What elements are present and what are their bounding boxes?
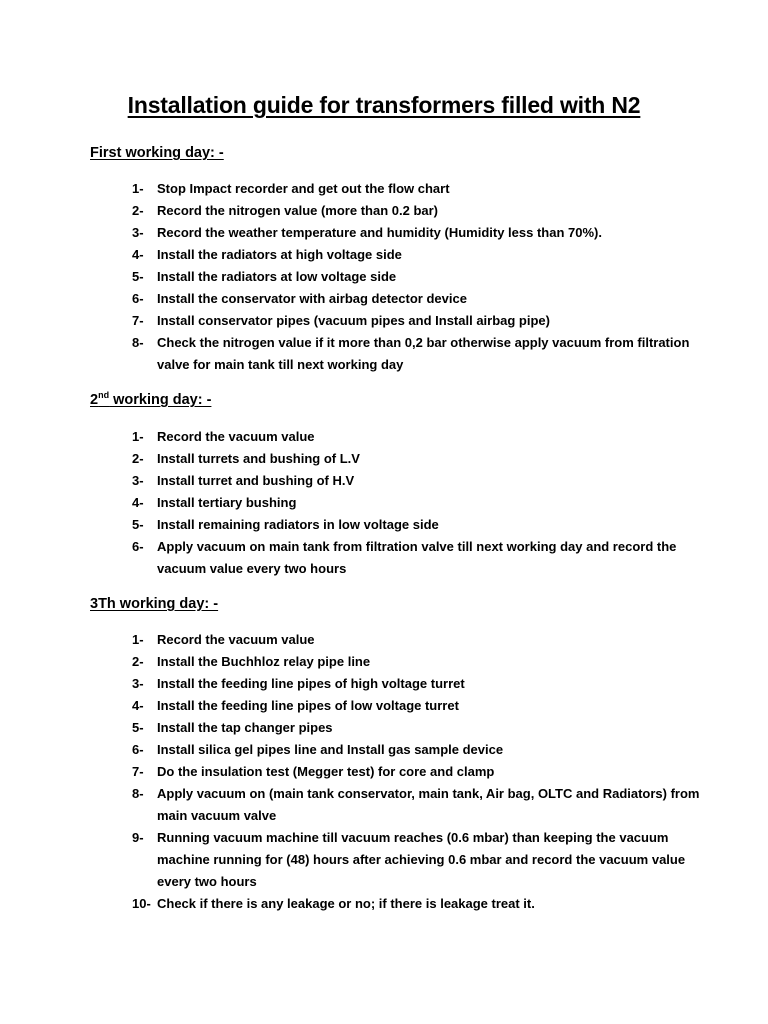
list-item — [132, 470, 722, 492]
list-text: Install silica gel pipes line and Install gas sample device — [157, 742, 504, 757]
list-text: Install the radiators at low voltage side — [157, 269, 397, 284]
list-text: Record the weather temperature and humidity (Humidity less than 70%). — [157, 225, 602, 240]
section-heading-superscript: nd — [98, 390, 110, 400]
list-item — [132, 827, 722, 893]
list-number: 10- — [132, 896, 151, 911]
list-text: Apply vacuum on (main tank conservator, main tank, Air bag, OLTC and Radiators) from main vacuum valve — [157, 786, 700, 823]
list-item — [132, 761, 722, 783]
list-number: 2- — [132, 451, 144, 466]
list-number: 4- — [132, 698, 144, 713]
list-item — [132, 514, 722, 536]
list-number: 4- — [132, 247, 144, 262]
list-number: 1- — [132, 181, 144, 196]
list-number: 3- — [132, 225, 144, 240]
list-item — [132, 244, 722, 266]
list-text: Check the nitrogen value if it more than 0,2 bar otherwise apply vacuum from filtration valve for main tank till next working day — [157, 335, 690, 372]
list-text: Record the vacuum value — [157, 632, 315, 647]
list-text: Install the conservator with airbag detector device — [157, 291, 467, 306]
list-number: 5- — [132, 517, 144, 532]
list-item — [132, 178, 722, 200]
list-item — [132, 222, 722, 244]
section-list-day-1 — [132, 178, 722, 376]
section-heading-day-2 — [90, 392, 211, 408]
list-number: 5- — [132, 269, 144, 284]
section-heading-text: working day: - — [109, 392, 212, 408]
list-item — [132, 448, 722, 470]
section-list-day-2 — [132, 426, 722, 580]
list-item — [132, 739, 722, 761]
list-text: Install turret and bushing of H.V — [157, 473, 355, 488]
list-number: 6- — [132, 742, 144, 757]
list-number: 6- — [132, 539, 144, 554]
section-heading-day-1 — [90, 145, 224, 161]
list-text: Running vacuum machine till vacuum reaches (0.6 mbar) than keeping the vacuum machine running for (48) hours after achieving 0.6 mbar and record the vacuum value every two hours — [157, 830, 686, 889]
list-item — [132, 629, 722, 651]
list-number: 7- — [132, 764, 144, 779]
list-text: Apply vacuum on main tank from filtration valve till next working day and record the vacuum value every two hours — [157, 539, 677, 576]
list-text: Record the nitrogen value (more than 0.2 bar) — [157, 203, 438, 218]
list-item — [132, 717, 722, 739]
section-heading-prefix: 2 — [90, 392, 99, 408]
list-number: 2- — [132, 654, 144, 669]
list-number: 8- — [132, 335, 144, 350]
list-item — [132, 893, 722, 915]
list-number: 1- — [132, 632, 144, 647]
list-item — [132, 288, 722, 310]
list-text: Install remaining radiators in low voltage side — [157, 517, 439, 532]
list-item — [132, 492, 722, 514]
list-number: 8- — [132, 786, 144, 801]
document-title: Installation guide for transformers filled with N2 — [127, 92, 641, 118]
section-list-day-3 — [132, 629, 722, 915]
list-text: Stop Impact recorder and get out the flow chart — [157, 181, 450, 196]
list-text: Record the vacuum value — [157, 429, 315, 444]
list-item — [132, 783, 722, 827]
list-number: 6- — [132, 291, 144, 306]
list-number: 3- — [132, 676, 144, 691]
list-text: Check if there is any leakage or no; if there is leakage treat it. — [157, 896, 535, 911]
list-text: Install the radiators at high voltage side — [157, 247, 402, 262]
list-number: 9- — [132, 830, 144, 845]
list-item — [132, 266, 722, 288]
list-item — [132, 673, 722, 695]
list-text: Install tertiary bushing — [157, 495, 297, 510]
list-text: Install the Buchhloz relay pipe line — [157, 654, 371, 669]
list-text: Install the tap changer pipes — [157, 720, 333, 735]
list-number: 5- — [132, 720, 144, 735]
list-item — [132, 651, 722, 673]
list-item — [132, 536, 722, 580]
list-number: 1- — [132, 429, 144, 444]
list-number: 3- — [132, 473, 144, 488]
list-item — [132, 695, 722, 717]
list-item — [132, 200, 722, 222]
section-heading-text: 3Th working day: - — [90, 596, 219, 612]
list-item — [132, 426, 722, 448]
list-item — [132, 310, 722, 332]
list-number: 4- — [132, 495, 144, 510]
list-text: Install the feeding line pipes of high voltage turret — [157, 676, 465, 691]
list-text: Install turrets and bushing of L.V — [157, 451, 360, 466]
section-heading-text: First working day: - — [90, 145, 224, 161]
section-heading-day-3 — [90, 596, 218, 612]
list-text: Install the feeding line pipes of low voltage turret — [157, 698, 459, 713]
list-number: 7- — [132, 313, 144, 328]
list-item — [132, 332, 722, 376]
list-text: Install conservator pipes (vacuum pipes and Install airbag pipe) — [157, 313, 550, 328]
list-text: Do the insulation test (Megger test) for core and clamp — [157, 764, 495, 779]
list-number: 2- — [132, 203, 144, 218]
